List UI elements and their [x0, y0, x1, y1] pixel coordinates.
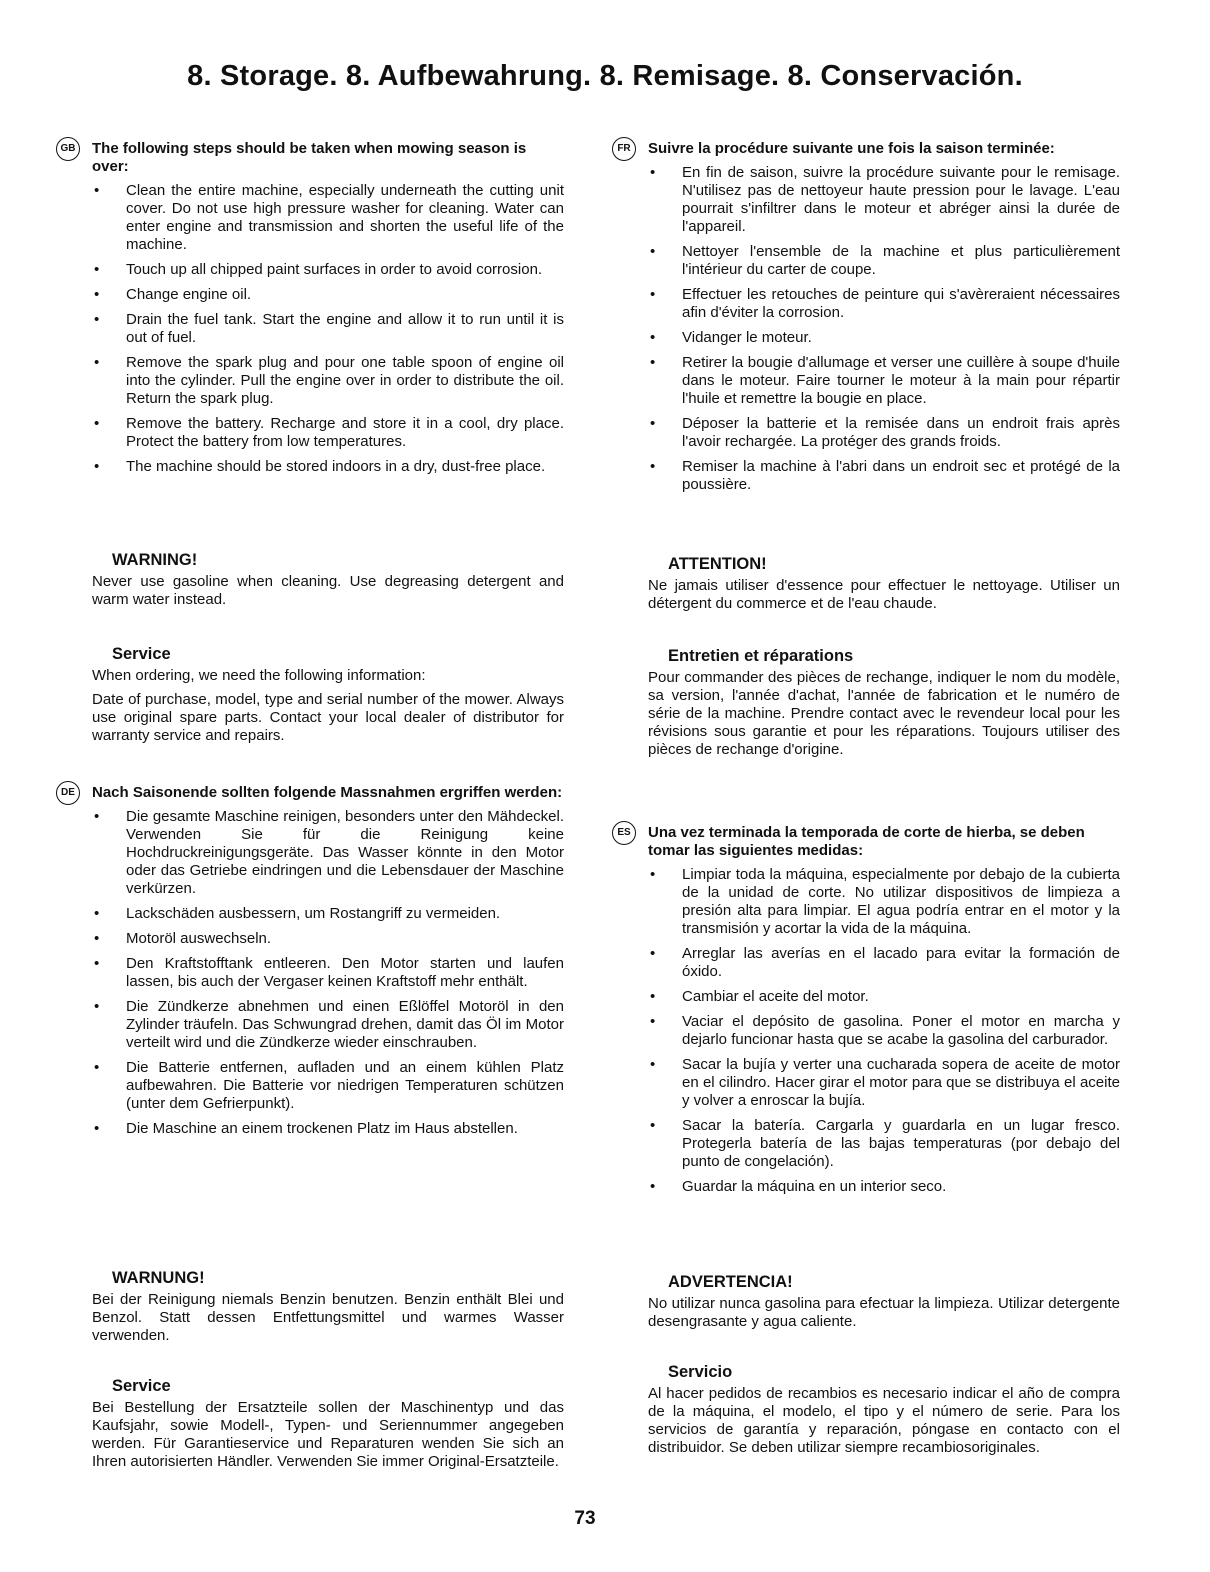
bullet-icon: •	[650, 329, 656, 346]
list-item	[648, 415, 1120, 451]
step-text: Effectuer les retouches de peinture qui s'avèreraient nécessaires afin d'éviter la corrosion.	[682, 286, 1120, 321]
bullet-icon: •	[650, 286, 656, 303]
gb-language-badge-icon: GB	[56, 137, 80, 161]
de-service-title: Service	[112, 1377, 171, 1395]
gb-service-title: Service	[112, 645, 171, 663]
bullet-icon: •	[94, 311, 100, 328]
bullet-icon: •	[650, 415, 656, 432]
section-gb	[60, 140, 564, 483]
gb-warning-text: Never use gasoline when cleaning. Use degreasing detergent and warm water instead.	[92, 573, 564, 608]
step-text: Vidanger le moteur.	[682, 329, 812, 346]
de-service-text: Bei Bestellung der Ersatzteile sollen der Maschinentyp und das Kaufsjahr, sowie Modell-, Typen- und Seriennummer angegeben werden. Für Garantieservice und Reparaturen wenden Sie sich an Ihren autorisierten Händler. Verwenden Sie immer Original-Ersatzteile.	[92, 1399, 564, 1470]
bullet-icon: •	[94, 415, 100, 432]
bullet-icon: •	[94, 905, 100, 922]
step-text: Clean the entire machine, especially underneath the cutting unit cover. Do not use high pressure washer for cleaning. Water can enter engine and transmission and shorten the useful life of the machine.	[126, 182, 564, 253]
fr-warning-title: ATTENTION!	[668, 555, 767, 573]
list-item	[648, 329, 1120, 347]
bullet-icon: •	[650, 354, 656, 371]
bullet-icon: •	[650, 866, 656, 883]
de-heading	[61, 784, 564, 802]
bullet-icon: •	[94, 182, 100, 199]
list-item	[92, 415, 564, 451]
bullet-icon: •	[650, 945, 656, 962]
es-heading-text: Una vez terminada la temporada de corte de hierba, se deben tomar las siguientes medidas:	[648, 824, 1085, 859]
bullet-icon: •	[650, 1117, 656, 1134]
de-warning-title: WARNUNG!	[112, 1269, 205, 1287]
list-item	[648, 354, 1120, 408]
list-item	[92, 182, 564, 254]
step-text: En fin de saison, suivre la procédure suivante pour le remisage. N'utilisez pas de nettoyeur haute pression pour le lavage. L'eau pourrait s'infiltrer dans le moteur et abréger ainsi la durée de l'appareil.	[682, 164, 1120, 235]
gb-service	[92, 644, 564, 751]
list-item	[648, 866, 1120, 938]
gb-heading	[60, 140, 564, 176]
list-item	[648, 1013, 1120, 1049]
bullet-icon: •	[650, 1178, 656, 1195]
list-item	[648, 1178, 1120, 1196]
gb-heading-text: The following steps should be taken when mowing season is over:	[92, 140, 527, 175]
step-text: Arreglar las averías en el lacado para evitar la formación de óxido.	[682, 945, 1120, 980]
bullet-icon: •	[94, 998, 100, 1015]
fr-warning	[648, 554, 1120, 619]
bullet-icon: •	[94, 286, 100, 303]
step-text: Retirer la bougie d'allumage et verser une cuillère à soupe d'huile dans le moteur. Faire tourner le moteur à la main pour répartir l'huile et remettre la bougie en place.	[682, 354, 1120, 407]
bullet-icon: •	[94, 808, 100, 825]
step-text: Remove the spark plug and pour one table spoon of engine oil into the cylinder. Pull the engine over in order to distribute the oil. Return the spark plug.	[126, 354, 564, 407]
list-item	[92, 808, 564, 898]
bullet-icon: •	[650, 458, 656, 475]
step-text: Motoröl auswechseln.	[126, 930, 272, 947]
step-text: Guardar la máquina en un interior seco.	[682, 1178, 947, 1195]
bullet-icon: •	[94, 1059, 100, 1076]
list-item	[648, 286, 1120, 322]
list-item	[648, 988, 1120, 1006]
section-fr	[617, 140, 1120, 501]
es-service	[648, 1362, 1120, 1463]
de-service	[92, 1376, 564, 1477]
list-item	[92, 905, 564, 923]
section-es	[617, 824, 1120, 1203]
step-text: Déposer la batterie et la remisée dans un endroit frais après l'avoir rechargée. La protéger des grands froids.	[682, 415, 1120, 450]
step-text: Cambiar el aceite del motor.	[682, 988, 869, 1005]
es-warning-text: No utilizar nunca gasolina para efectuar la limpieza. Utilizar detergente desengrasante y agua caliente.	[648, 1295, 1120, 1330]
fr-service-text: Pour commander des pièces de rechange, indiquer le nom du modèle, sa version, l'année d'achat, l'année de fabrication et le numéro de série de la machine. Prendre contact avec le revendeur local pour les révisions sous garantie et pour les réparations. Toujours utiliser des pièces de rechange d'origine.	[648, 669, 1120, 758]
bullet-icon: •	[94, 930, 100, 947]
gb-service-details: Date of purchase, model, type and serial number of the mower. Always use original spare parts. Contact your local dealer of distributor for warranty service and repairs.	[92, 691, 564, 744]
list-item	[92, 261, 564, 279]
gb-steps-list	[92, 182, 564, 476]
list-item	[92, 354, 564, 408]
list-item	[92, 930, 564, 948]
de-steps-list	[92, 808, 564, 1138]
step-text: Die gesamte Maschine reinigen, besonders unter den Mähdeckel. Verwenden Sie für die Reinigung keine Hochdruckreinigungsgeräte. Das Wasser könnte in den Motor oder das Getriebe eindringen und die Lebensdauer der Maschine verkürzen.	[126, 808, 564, 897]
de-warning-text: Bei der Reinigung niemals Benzin benutzen. Benzin enthält Blei und Benzol. Statt dessen Entfettungsmittel und warmes Wasser verwenden.	[92, 1291, 564, 1344]
es-service-title: Servicio	[668, 1363, 733, 1381]
gb-service-intro: When ordering, we need the following information:	[92, 667, 426, 684]
de-language-badge-icon: DE	[56, 781, 80, 805]
step-text: Lackschäden ausbessern, um Rostangriff zu vermeiden.	[126, 905, 501, 922]
gb-warning	[92, 550, 564, 615]
list-item	[92, 286, 564, 304]
step-text: Die Zündkerze abnehmen und einen Eßlöffel Motoröl in den Zylinder träufeln. Das Schwungrad drehen, damit das Öl im Motor verteilt wird und die Zündkerze wieder einschrauben.	[126, 998, 564, 1051]
fr-language-badge-icon: FR	[612, 137, 636, 161]
step-text: Limpiar toda la máquina, especialmente por debajo de la cubierta de la unidad de corte. No utilizar dispositivos de limpieza a presión alta para limpiar. El agua podría entrar en el motor y la transmisión y acortar la vida de la máquina.	[682, 866, 1120, 937]
page-number: 73	[574, 1508, 596, 1529]
step-text: Vaciar el depósito de gasolina. Poner el motor en marcha y dejarlo funcionar hasta que se acabe la gasolina del carburador.	[682, 1013, 1120, 1048]
step-text: Touch up all chipped paint surfaces in order to avoid corrosion.	[126, 261, 543, 278]
step-text: Den Kraftstofftank entleeren. Den Motor starten und laufen lassen, bis auch der Vergaser keinen Kraftstoff mehr enthält.	[126, 955, 564, 990]
step-text: Remove the battery. Recharge and store it in a cool, dry place. Protect the battery from low temperatures.	[126, 415, 564, 450]
step-text: Die Batterie entfernen, aufladen und an einem kühlen Platz aufbewahren. Die Batterie vor niedrigen Temperaturen schützen (unter dem Gefrierpunkt).	[126, 1059, 564, 1112]
bullet-icon: •	[650, 988, 656, 1005]
fr-service	[648, 646, 1120, 765]
bullet-icon: •	[94, 261, 100, 278]
de-warning	[92, 1268, 564, 1351]
step-text: Sacar la batería. Cargarla y guardarla en un lugar fresco. Protegerla batería de las bajas temperaturas (por debajo del punto de congelación).	[682, 1117, 1120, 1170]
bullet-icon: •	[94, 955, 100, 972]
fr-steps-list	[648, 164, 1120, 494]
bullet-icon: •	[650, 1013, 656, 1030]
es-heading	[617, 824, 1120, 860]
bullet-icon: •	[94, 1120, 100, 1137]
step-text: Nettoyer l'ensemble de la machine et plus particulièrement l'intérieur du carter de coupe.	[682, 243, 1120, 278]
list-item	[648, 1117, 1120, 1171]
es-warning	[648, 1272, 1120, 1337]
list-item	[648, 945, 1120, 981]
fr-service-title: Entretien et réparations	[668, 647, 854, 665]
es-service-text: Al hacer pedidos de recambios es necesario indicar el año de compra de la máquina, el modelo, el tipo y el número de serie. Para los servicios de garantía y reparación, póngase en contacto con el distribuidor. Se deben utilizar siempre recambiosoriginales.	[648, 1385, 1120, 1456]
fr-heading-text: Suivre la procédure suivante une fois la saison terminée:	[648, 140, 1055, 157]
list-item	[92, 1120, 564, 1138]
step-text: Sacar la bujía y verter una cucharada sopera de aceite de motor en el cilindro. Hacer girar el motor para que se distribuya el aceite y volver a enroscar la bujía.	[682, 1056, 1120, 1109]
step-text: The machine should be stored indoors in a dry, dust-free place.	[126, 458, 546, 475]
es-warning-title: ADVERTENCIA!	[668, 1273, 793, 1291]
fr-heading	[617, 140, 1120, 158]
bullet-icon: •	[650, 243, 656, 260]
bullet-icon: •	[650, 164, 656, 181]
list-item	[648, 1056, 1120, 1110]
step-text: Change engine oil.	[126, 286, 252, 303]
step-text: Die Maschine an einem trockenen Platz im Haus abstellen.	[126, 1120, 518, 1137]
bullet-icon: •	[94, 458, 100, 475]
list-item	[92, 1059, 564, 1113]
section-de	[61, 784, 564, 1145]
step-text: Remiser la machine à l'abri dans un endroit sec et protégé de la poussière.	[682, 458, 1120, 493]
bullet-icon: •	[94, 354, 100, 371]
gb-warning-title: WARNING!	[112, 551, 198, 569]
list-item	[92, 311, 564, 347]
list-item	[648, 458, 1120, 494]
es-steps-list	[648, 866, 1120, 1196]
bullet-icon: •	[650, 1056, 656, 1073]
es-language-badge-icon: ES	[612, 821, 636, 845]
de-heading-text: Nach Saisonende sollten folgende Massnahmen ergriffen werden:	[92, 784, 563, 801]
list-item	[648, 164, 1120, 236]
list-item	[92, 955, 564, 991]
page-title: 8. Storage. 8. Aufbewahrung. 8. Remisage. 8. Conservación.	[187, 60, 1023, 92]
list-item	[92, 998, 564, 1052]
fr-warning-text: Ne jamais utiliser d'essence pour effectuer le nettoyage. Utiliser un détergent du commerce et de l'eau chaude.	[648, 577, 1120, 612]
step-text: Drain the fuel tank. Start the engine and allow it to run until it is out of fuel.	[126, 311, 564, 346]
list-item	[92, 458, 564, 476]
list-item	[648, 243, 1120, 279]
